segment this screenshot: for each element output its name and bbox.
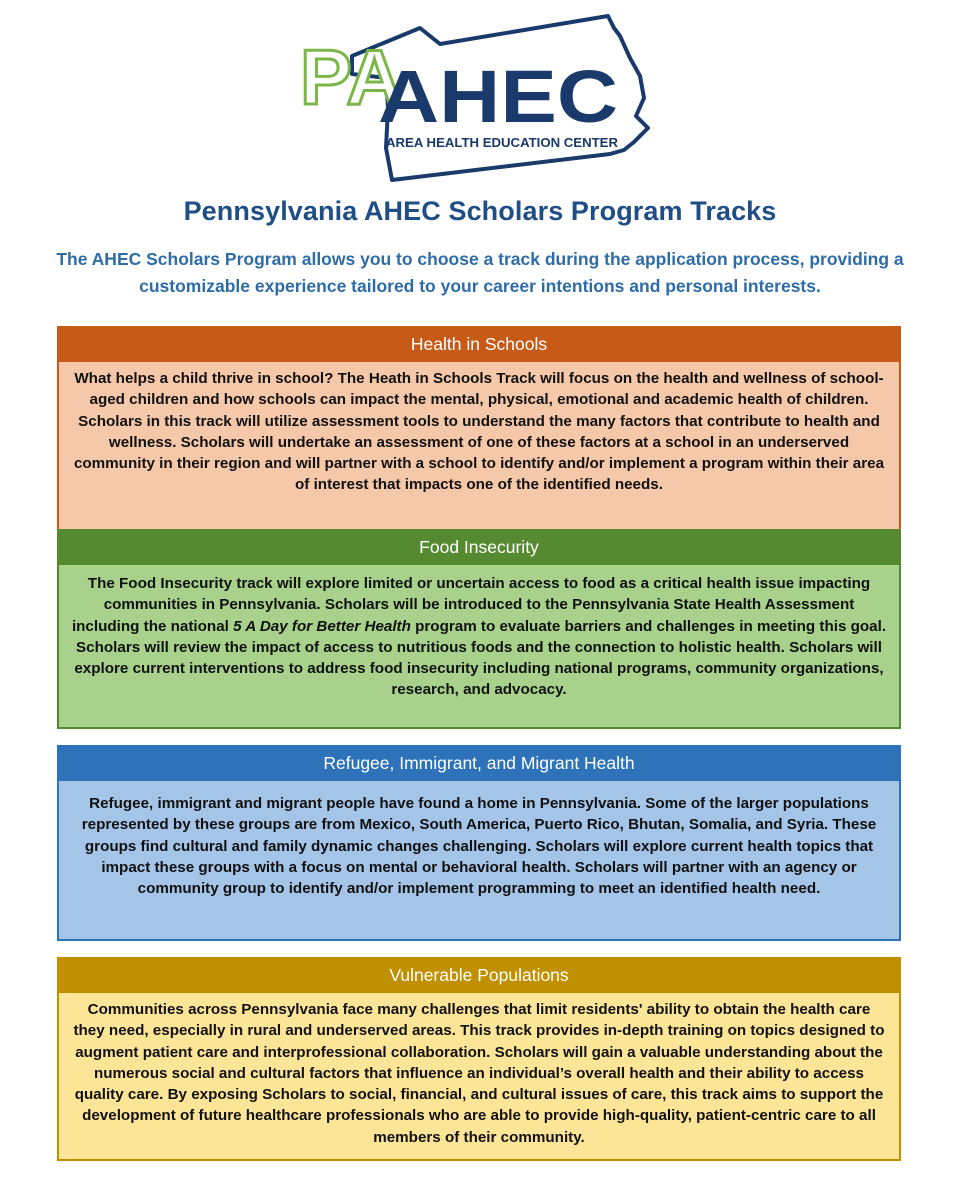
track-health-in-schools [57,326,901,550]
pa-ahec-logo [290,8,670,188]
logo-ahec-text: AHEC [378,55,618,138]
track-title: Health in Schools [57,326,901,362]
track-description [57,565,901,729]
pennsylvania-outline-logo [290,8,670,188]
track-description: Refugee, immigrant and migrant people have found a home in Pennsylvania. Some of the larger populations represented by these groups are from Mexico, South America, Puerto Rico, Bhutan, Somalia, and Syria. These groups find cultural and family dynamic changes challenging. Scholars will explore current health topics that impact these groups with a focus on mental or behavioral health. Scholars will partner with an agency or community group to identify and/or implement programming to meet an identified health need. [57,781,901,941]
logo-pa-text: PA [300,33,403,121]
track-description-part: program to evaluate barriers and challenges in meeting this goal. Scholars will review the impact of access to nutritious foods and the connection to holistic health. Scholars will explore current interventions to address food insecurity including national programs, community organizations, research, and advocacy. [74,617,887,699]
track-title: Refugee, Immigrant, and Migrant Health [57,745,901,781]
page-title: Pennsylvania AHEC Scholars Program Tracks [183,196,777,226]
track-description: What helps a child thrive in school? The Heath in Schools Track will focus on the health and wellness of school-aged children and how schools can impact the mental, physical, emotional and academic health of children. Scholars in this track will utilize assessment tools to understand the many factors that contribute to health and wellness. Scholars will undertake an assessment of one of these factors at a school in an underserved community in their region and will partner with a school to identify and/or implement a program within their area of interest that impacts one of the identified needs. [57,362,901,550]
program-name-italic: 5 A Day for Better Health [233,617,411,635]
logo-subtitle: AREA HEALTH EDUCATION CENTER [386,136,618,150]
track-title: Vulnerable Populations [57,957,901,993]
track-vulnerable-populations [57,957,901,1161]
track-refugee-immigrant-migrant-health [57,745,901,941]
track-description-part: The Food Insecurity track will explore limited or uncertain access to food as a critical health issue impacting communities in Pennsylvania. Scholars will be introduced to the Pennsylvania State Health Assessment including the national [71,575,871,635]
track-description: Communities across Pennsylvania face many challenges that limit residents' ability to obtain the health care they need, especially in rural and underserved areas. This track provides in-depth training on topics designed to augment patient care and interprofessional collaboration. Scholars will gain a valuable understanding about the numerous social and cultural factors that influence an individual’s overall health and their ability to access quality care. By exposing Scholars to social, financial, and cultural issues of care, this track aims to support the development of future healthcare professionals who are able to provide high-quality, patient-centric care to all members of their community. [57,993,901,1161]
track-food-insecurity [57,529,901,729]
track-title: Food Insecurity [57,529,901,565]
intro-paragraph: The AHEC Scholars Program allows you to choose a track during the application process, providing a customizable experience tailored to your career intentions and personal interests. [56,249,904,296]
